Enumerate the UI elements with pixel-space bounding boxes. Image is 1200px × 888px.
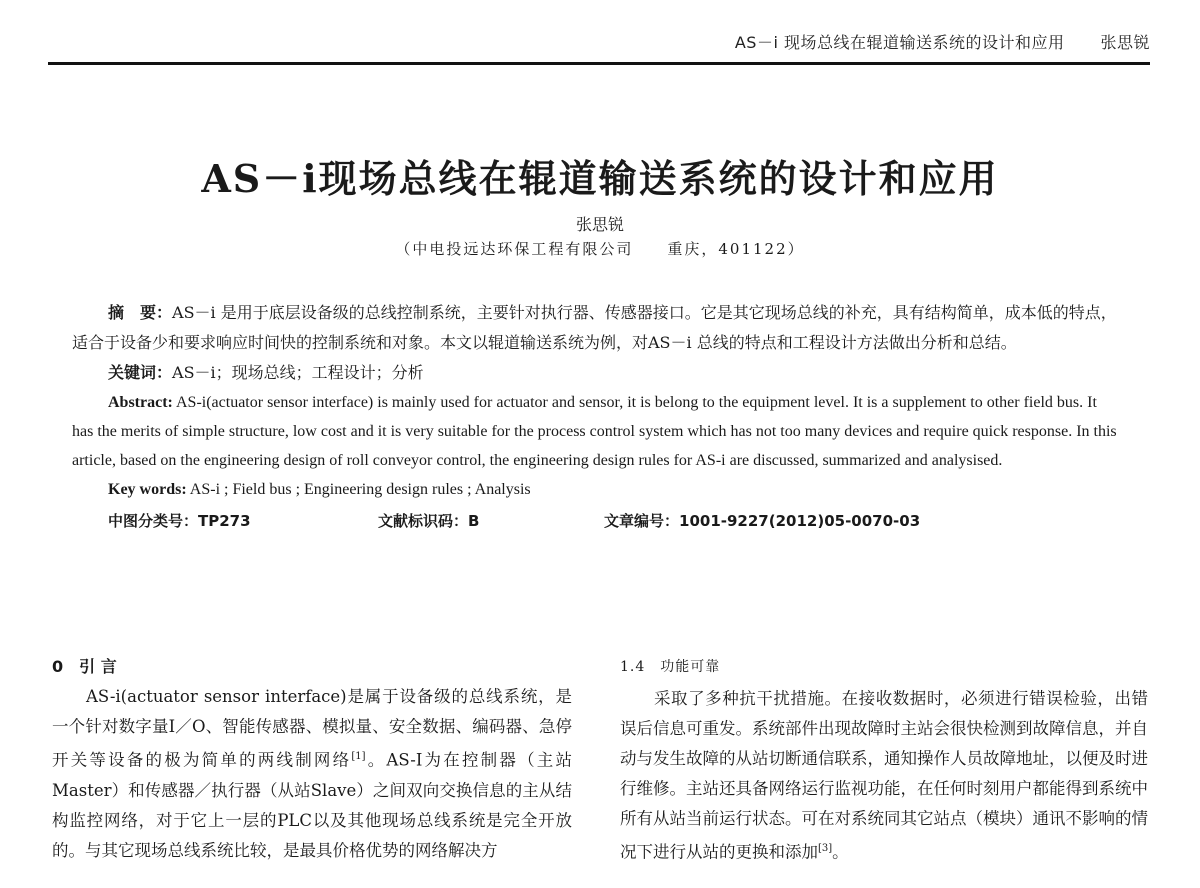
- abstract-cn-text: AS－i 是用于底层设备级的总线控制系统，主要针对执行器、传感器接口。它是其它现场总线的补充，具有结构简单，成本低的特点，适合于设备少和要求响应时间快的控制系统和对象。本文以辊道输送系统为例，对AS－i 总线的特点和工程设计方法做出分析和总结。: [72, 303, 1117, 352]
- abstract-block: [72, 298, 1122, 536]
- abstract-cn-label: 摘 要：: [108, 303, 173, 322]
- citation-1: [1]: [351, 751, 366, 762]
- reliability-paragraph: 采取了多种抗干扰措施。在接收数据时，必须进行错误检验，出错误后信息可重发。系统部件出现故障时主站会很快检测到故障信息，并自动与发生故障的从站切断通信联系，通知操作人员故障地址，以便及时进行维修。主站还具备网络运行监视功能，在任何时刻用户都能得到系统中所有从站当前运行状态。可在对系统同其它站点（模块）通讯不影响的情况下进行从站的更换和添加[3]。: [620, 689, 1148, 862]
- keywords-cn-text: AS－i；现场总线；工程设计；分析: [172, 363, 424, 382]
- abstract-en-text: AS-i(actuator sensor interface) is mainly used for actuator and sensor, it is belong to the equipment level. It is a supplement to other field bus. It has the merits of simple structure, low cost and it is very suitable for the process control system which has not too many devices and require quick response. In this article, based on the engineering design of roll conveyor control, the engineering design rules for AS-i are discussed, summarized and analysised.: [72, 394, 1117, 469]
- section-heading: 0 引 言: [52, 657, 117, 676]
- intro-paragraph: AS-i(actuator sensor interface)是属于设备级的总线系统，是一个针对数字量I／O、智能传感器、模拟量、安全数据、编码器、急停开关等设备的极为简单的两线制网络[1]。AS-I为在控制器（主站Master）和传感器／执行器（从站Slave）之间双向交换信息的主从结构监控网络，对于它上一层的PLC以及其他现场总线系统是完全开放的。与其它现场总线系统比较，是最具价格优势的网络解决方: [52, 687, 572, 860]
- running-title: AS－i 现场总线在辊道输送系统的设计和应用: [734, 33, 1065, 52]
- right-column: [620, 652, 1148, 868]
- doc-code: 文献标识码：B: [378, 512, 480, 530]
- keywords-cn-label: 关键词：: [108, 363, 173, 382]
- keywords-en: [72, 475, 1122, 504]
- article-affiliation: （中电投远达环保工程有限公司 重庆，401122）: [395, 240, 805, 258]
- keywords-en-text: AS-i ; Field bus ; Engineering design rules ; Analysis: [189, 481, 531, 498]
- abstract-cn: [72, 298, 1122, 358]
- abstract-en: [72, 388, 1122, 475]
- article-title: AS－i现场总线在辊道输送系统的设计和应用: [201, 156, 999, 201]
- citation-3: [3]: [818, 843, 833, 854]
- left-column: [52, 652, 572, 866]
- running-author: 张思锐: [1100, 33, 1150, 52]
- subsection-heading: 1.4 功能可靠: [620, 659, 721, 675]
- clc-code: 中图分类号：TP273: [108, 512, 251, 530]
- article-number: 文章编号：1001-9227(2012)05-0070-03: [604, 512, 921, 530]
- running-header: [48, 30, 1150, 53]
- article-author: 张思锐: [575, 215, 624, 234]
- header-rule: [48, 62, 1150, 65]
- keywords-cn: [72, 358, 1122, 388]
- keywords-en-label: Key words:: [108, 481, 187, 498]
- abstract-en-label: Abstract:: [108, 394, 173, 411]
- classification-codes: [72, 506, 1122, 536]
